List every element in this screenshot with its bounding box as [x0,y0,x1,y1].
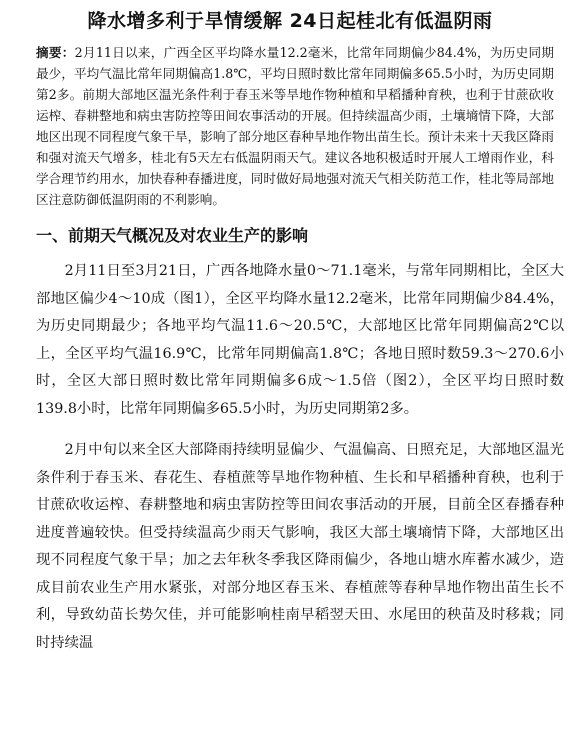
body-paragraph-2: 2月中旬以来全区大部降雨持续明显偏少、气温偏高、日照充足，大部地区温光条件利于春玉米、春花生、春植蔗等旱地作物种植、生长和早稻播种育秧，也利于甘蔗砍收运榨、春耕整地和病虫害防控等田间农事活动的开展，目前全区春播春种进度普遍较快。但受持续温高少雨天气影响，我区大部土壤墒情下降，大部地区出现不同程度气象干旱；加之去年秋冬季我区降雨偏少，各地山塘水库蓄水减少，造成目前农业生产用水紧张，对部分地区春玉米、春植蔗等春种旱地作物出苗生长不利，导致幼苗长势欠佳，并可能影响桂南早稻翌天田、水尾田的秧苗及时移栽；同时持续温 [36,442,564,651]
abstract-text: 2月11日以来，广西全区平均降水量12.2毫米，比常年同期偏少84.4%，为历史同期最少，平均气温比常年同期偏高1.8℃，平均日照时数比常年同期偏多65.5小时，为历史同期第2多。前期大部地区温光条件利于春玉米等旱地作物种植和早稻播种育秧，也利于甘蔗砍收运榨、春耕整地和病虫害防控等田间农事活动的开展。但持续温高少雨，土壤墒情下降，大部地区出现不同程度气象干旱，影响了部分地区春种旱地作物出苗生长。预计未来十天我区降雨和强对流天气增多，桂北有5天左右低温阴雨天气。建议各地积极适时开展人工增雨作业，科学合理节约用水，加快春种春播进度，同时做好局地强对流天气相关防范工作，桂北等局部地区注意防御低温阴雨的不利影响。 [36,45,554,207]
abstract-paragraph [36,42,554,210]
document-title: 降水增多利于旱情缓解 24日起桂北有低温阴雨 [87,10,493,32]
section-heading-1: 一、前期天气概况及对农业生产的影响 [36,226,309,245]
body-paragraph-1: 2月11日至3月21日，广西各地降水量0～71.1毫米，与常年同期相比，全区大部地区偏少4～10成（图1），全区平均降水量12.2毫米，比常年同期偏少84.4%，为历史同期最少；各地平均气温11.6～20.5℃，大部地区比常年同期偏高2℃以上，全区平均气温16.9℃，比常年同期偏高1.8℃；各地日照时数59.3～270.6小时，全区大部日照时数比常年同期偏多6成～1.5倍（图2），全区平均日照时数139.8小时，比常年同期偏多65.5小时，为历史同期第2多。 [36,263,564,417]
abstract-label: 摘要： [36,45,75,60]
